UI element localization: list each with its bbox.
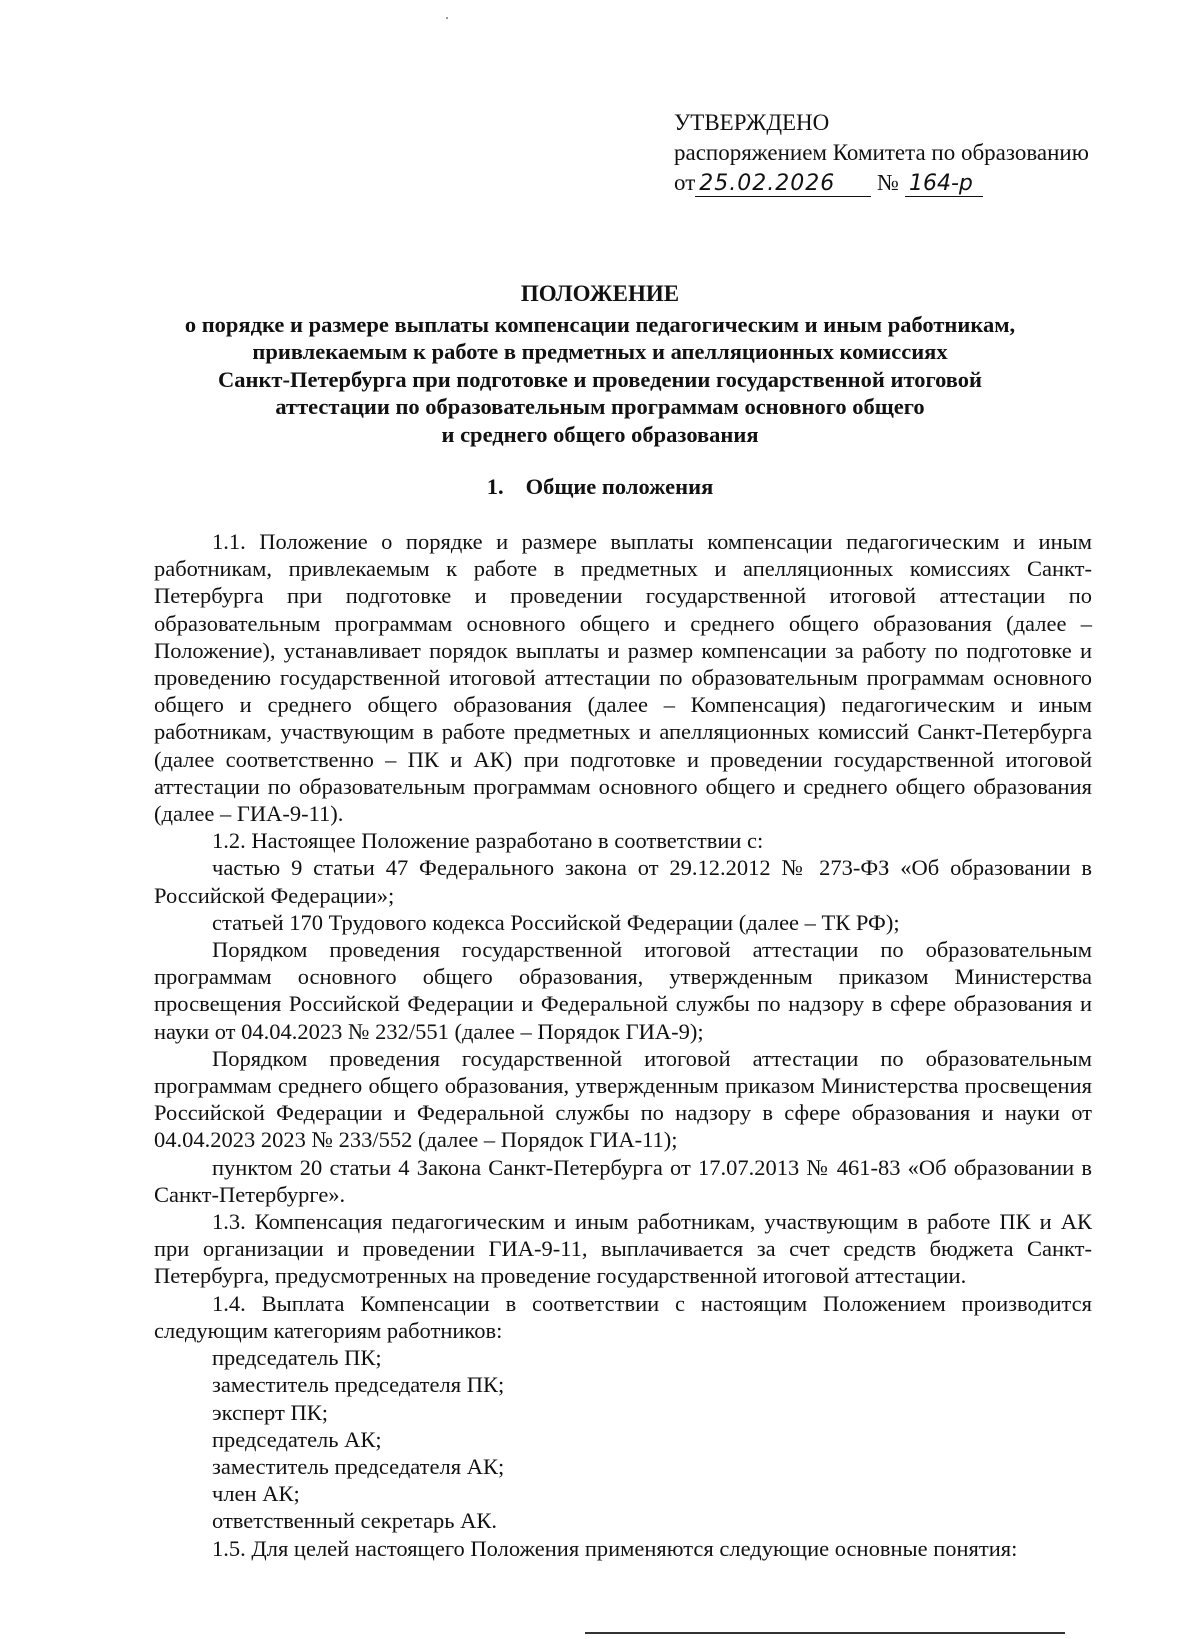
basis-item: частью 9 статьи 47 Федерального закона от 29.12.2012 № 273-ФЗ «Об образовании в Российской Федерации»; bbox=[154, 855, 1092, 908]
approval-stamp bbox=[674, 108, 1174, 198]
paragraph-1-5: 1.5. Для целей настоящего Положения применяются следующие основные понятия: bbox=[212, 1535, 1018, 1561]
subtitle-line: о порядке и размере выплаты компенсации педагогическим и иным работникам, bbox=[184, 311, 1016, 337]
category-item: заместитель председателя АК; bbox=[212, 1453, 505, 1479]
category-item: председатель ПК; bbox=[212, 1345, 382, 1371]
subtitle-line: Санкт-Петербурга при подготовке и проведении государственной итоговой bbox=[217, 366, 983, 392]
category-item: член АК; bbox=[212, 1481, 300, 1507]
paragraph-1-4: 1.4. Выплата Компенсации в соответствии с настоящим Положением производится следующим категориям работников: bbox=[154, 1290, 1092, 1343]
basis-item: Порядком проведения государственной итоговой аттестации по образовательным программам среднего общего образования, утвержденным приказом Министерства просвещения Российской Федерации и Федеральной службы по надзору в сфере образования и науки от 04.04.2023 2023 № 233/552 (далее – Порядок ГИА-11); bbox=[154, 1045, 1092, 1153]
document-title-block bbox=[150, 280, 1050, 448]
subtitle-line: и среднего общего образования bbox=[441, 421, 759, 447]
handwritten-number: 164-р bbox=[905, 172, 983, 197]
category-item: ответственный секретарь АК. bbox=[212, 1508, 498, 1534]
section-heading bbox=[150, 474, 1050, 500]
paragraph-1-3: 1.3. Компенсация педагогическим и иным работникам, участвующим в работе ПК и АК при организации и проведении ГИА-9-11, выплачивается за счет средств бюджета Санкт-Петербурга, предусмотренных на проведение государственной итоговой аттестации. bbox=[154, 1209, 1092, 1289]
approval-authority: распоряжением Комитета по образованию bbox=[674, 140, 1089, 165]
handwritten-date: 25.02.2026 bbox=[695, 172, 871, 197]
category-item: председатель АК; bbox=[212, 1426, 382, 1452]
document-body bbox=[154, 528, 1092, 1562]
number-prefix: № bbox=[877, 170, 899, 195]
paragraph-1-1: 1.1. Положение о порядке и размере выплаты компенсации педагогическим и иным работникам, привлекаемым к работе в предметных и апелляционных комиссиях Санкт-Петербурга при подготовке и проведении государственной итоговой аттестации по образовательным программам основного общего и среднего общего образования (далее – Положение), устанавливает порядок выплаты и размер компенсации за работу по подготовке и проведению государственной итоговой аттестации по образовательным программам основного общего и среднего общего образования (далее – Компенсация) педагогическим и иным работникам, участвующим в работе предметных и апелляционных комиссий Санкт-Петербурга (далее соответственно – ПК и АК) при подготовке и проведении государственной итоговой аттестации по образовательным программам основного общего и среднего общего образования (далее – ГИА-9-11). bbox=[154, 529, 1092, 827]
scan-speck bbox=[446, 17, 448, 19]
date-prefix: от bbox=[674, 170, 696, 195]
category-item: эксперт ПК; bbox=[212, 1399, 328, 1425]
approval-heading: УТВЕРЖДЕНО bbox=[674, 110, 830, 135]
approval-date-line bbox=[674, 168, 1174, 198]
subtitle-line: аттестации по образовательным программам основного общего bbox=[275, 394, 925, 419]
paragraph-1-2: 1.2. Настоящее Положение разработано в соответствии с: bbox=[212, 828, 764, 854]
category-item: заместитель председателя ПК; bbox=[212, 1372, 505, 1398]
section-title: Общие положения bbox=[525, 474, 714, 499]
basis-item: пунктом 20 статьи 4 Закона Санкт-Петербурга от 17.07.2013 № 461-83 «Об образовании в Санкт-Петербурге». bbox=[154, 1154, 1092, 1207]
basis-item: Порядком проведения государственной итоговой аттестации по образовательным программам основного общего образования, утвержденным приказом Министерства просвещения Российской Федерации и Федеральной службы по надзору в сфере образования и науки от 04.04.2023 № 232/551 (далее – Порядок ГИА-9); bbox=[154, 937, 1092, 1044]
subtitle-line: привлекаемым к работе в предметных и апелляционных комиссиях bbox=[252, 339, 948, 364]
scan-edge-line bbox=[585, 1632, 1065, 1634]
basis-item: статьей 170 Трудового кодекса Российской Федерации (далее – ТК РФ); bbox=[212, 909, 900, 935]
document-title: ПОЛОЖЕНИЕ bbox=[520, 281, 680, 306]
section-number: 1. bbox=[486, 474, 504, 499]
